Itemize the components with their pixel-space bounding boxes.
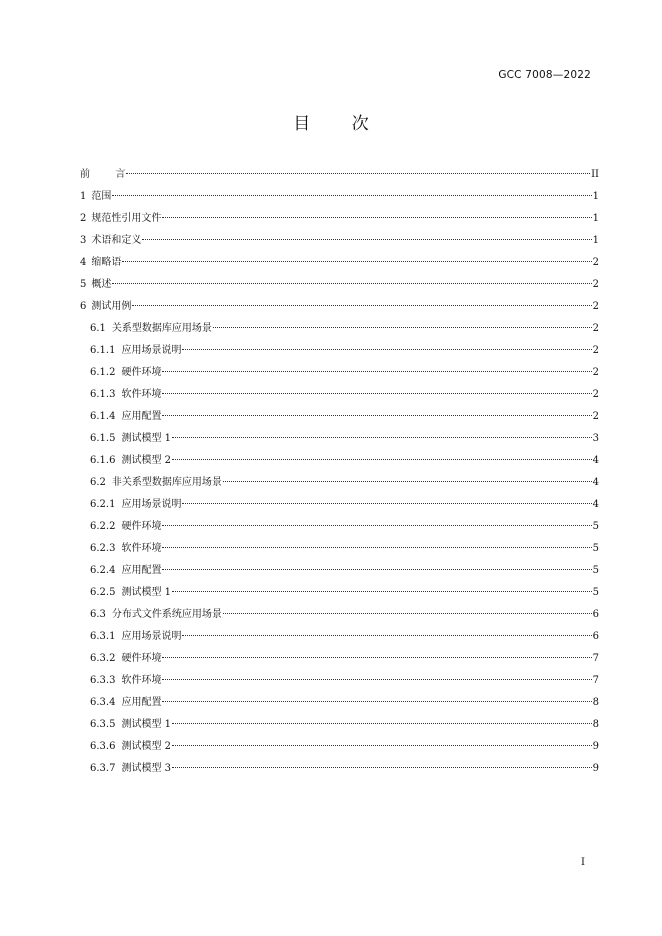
dot-leader	[126, 173, 590, 174]
toc-entry-label: 测试模型 3	[121, 763, 171, 774]
toc-entry-page: 2	[592, 345, 599, 356]
toc-entry-page: 4	[592, 477, 599, 488]
toc-entry-page: 9	[592, 741, 599, 752]
toc-entry[interactable]	[80, 736, 599, 758]
toc-entry-label: 应用配置	[121, 411, 162, 422]
dot-leader	[162, 657, 591, 658]
toc-entry-label: 测试用例	[91, 301, 132, 312]
toc-entry-label: 测试模型 1	[121, 433, 171, 444]
toc-entry-number: 6.3.1	[90, 631, 116, 642]
toc-entry-page: II	[591, 169, 599, 180]
toc-entry-page: 2	[592, 323, 599, 334]
toc-entry-number: 1	[80, 191, 87, 202]
toc-entry-page: 3	[592, 433, 599, 444]
dot-leader	[182, 635, 591, 636]
dot-leader	[162, 217, 591, 218]
toc-entry-label: 分布式文件系统应用场景	[111, 609, 222, 620]
standard-code: GCC 7008—2022	[498, 69, 591, 81]
dot-leader	[112, 195, 591, 196]
toc-entry[interactable]	[80, 582, 599, 604]
toc-entry-number: 6.2.2	[90, 521, 116, 532]
toc-entry-page: 1	[592, 213, 599, 224]
toc-entry-number: 6.1.6	[90, 455, 116, 466]
dot-leader	[172, 723, 592, 724]
dot-leader	[213, 327, 592, 328]
toc-entry[interactable]	[80, 252, 599, 274]
toc-entry-number: 6.2.3	[90, 543, 116, 554]
dot-leader	[223, 613, 592, 614]
toc-entry-number: 6.3.6	[90, 741, 116, 752]
toc-entry-number: 6.2	[90, 477, 106, 488]
toc-entry-number: 6.1.2	[90, 367, 116, 378]
toc-entry-page: 2	[592, 301, 599, 312]
dot-leader	[172, 767, 592, 768]
toc-entry-label: 非关系型数据库应用场景	[111, 477, 222, 488]
toc-entry-page: 2	[592, 257, 599, 268]
toc-entry-number: 6.1.4	[90, 411, 116, 422]
dot-leader	[162, 701, 591, 702]
toc-entry-page: 1	[592, 191, 599, 202]
toc-entry-page: 4	[592, 455, 599, 466]
toc-entry-label: 测试模型 2	[121, 741, 171, 752]
dot-leader	[162, 415, 591, 416]
toc-entry-label: 概述	[91, 279, 112, 290]
toc-entry-label: 软件环境	[121, 543, 162, 554]
dot-leader	[162, 569, 591, 570]
dot-leader	[162, 393, 591, 394]
toc-entry-page: 5	[592, 565, 599, 576]
dot-leader	[122, 261, 591, 262]
dot-leader	[172, 591, 592, 592]
toc-entry-label: 测试模型 2	[121, 455, 171, 466]
dot-leader	[112, 283, 591, 284]
toc-entry-label: 缩略语	[91, 257, 122, 268]
toc-entry-number: 6.3	[90, 609, 106, 620]
toc-entry-label: 硬件环境	[121, 521, 162, 532]
toc-entry-label: 应用配置	[121, 565, 162, 576]
toc-entry-label: 范围	[91, 191, 112, 202]
page-number: I	[581, 857, 585, 868]
toc-entry-label: 规范性引用文件	[91, 213, 162, 224]
page-title: 目 次	[293, 114, 387, 134]
toc-entry-label: 测试模型 1	[121, 719, 171, 730]
toc-entry[interactable]	[80, 296, 599, 318]
toc-entry[interactable]	[80, 230, 599, 252]
dot-leader	[132, 305, 591, 306]
toc-entry-page: 6	[592, 631, 599, 642]
dot-leader	[172, 459, 592, 460]
toc-entry-number: 6.2.5	[90, 587, 116, 598]
dot-leader	[182, 503, 591, 504]
toc-entry-label: 硬件环境	[121, 367, 162, 378]
toc-entry[interactable]	[80, 428, 599, 450]
toc-entry-number: 5	[80, 279, 87, 290]
dot-leader	[182, 349, 591, 350]
toc-entry-number: 6.1	[90, 323, 106, 334]
toc-entry-label: 应用场景说明	[121, 345, 182, 356]
toc-entry[interactable]	[80, 516, 599, 538]
toc-entry-number: 4	[80, 257, 87, 268]
toc-entry[interactable]	[80, 472, 599, 494]
dot-leader	[162, 679, 591, 680]
dot-leader	[172, 437, 592, 438]
toc-entry-label: 软件环境	[121, 675, 162, 686]
toc-entry[interactable]	[80, 384, 599, 406]
toc-entry-page: 2	[592, 367, 599, 378]
toc-entry-page: 1	[592, 235, 599, 246]
toc-entry[interactable]	[80, 318, 599, 340]
toc-entry-number: 6	[80, 301, 87, 312]
toc-entry-number: 6.3.4	[90, 697, 116, 708]
toc-entry-page: 5	[592, 587, 599, 598]
toc-entry[interactable]	[80, 626, 599, 648]
toc-entry-label: 关系型数据库应用场景	[111, 323, 212, 334]
toc-entry-page: 8	[592, 719, 599, 730]
toc-entry-number: 6.3.7	[90, 763, 116, 774]
toc-entry-page: 6	[592, 609, 599, 620]
toc-entry-number: 2	[80, 213, 87, 224]
toc-entry-number: 6.1.5	[90, 433, 116, 444]
dot-leader	[162, 547, 591, 548]
toc-entry-page: 5	[592, 543, 599, 554]
toc-entry-label: 前 言	[80, 169, 126, 180]
toc-entry-label: 测试模型 1	[121, 587, 171, 598]
dot-leader	[223, 481, 592, 482]
toc-entry-number: 6.1.3	[90, 389, 116, 400]
toc-entry-page: 9	[592, 763, 599, 774]
toc-entry[interactable]	[80, 186, 599, 208]
toc-entry-page: 8	[592, 697, 599, 708]
dot-leader	[162, 525, 591, 526]
toc-entry[interactable]	[80, 164, 599, 186]
toc-entry[interactable]	[80, 604, 599, 626]
toc-entry[interactable]	[80, 340, 599, 362]
toc-entry[interactable]	[80, 714, 599, 736]
toc-entry[interactable]	[80, 406, 599, 428]
toc-entry[interactable]	[80, 362, 599, 384]
toc-entry[interactable]	[80, 450, 599, 472]
toc-entry-number: 6.3.5	[90, 719, 116, 730]
toc-entry-label: 术语和定义	[91, 235, 142, 246]
toc-entry[interactable]	[80, 560, 599, 582]
toc-entry-page: 7	[592, 653, 599, 664]
toc-entry[interactable]	[80, 208, 599, 230]
toc-entry-label: 应用场景说明	[121, 631, 182, 642]
toc-entry[interactable]	[80, 670, 599, 692]
toc-entry[interactable]	[80, 692, 599, 714]
toc-entry-page: 7	[592, 675, 599, 686]
toc-entry-number: 6.2.1	[90, 499, 116, 510]
dot-leader	[162, 371, 591, 372]
toc-entry-number: 6.3.3	[90, 675, 116, 686]
toc-entry-page: 5	[592, 521, 599, 532]
dot-leader	[172, 745, 592, 746]
toc-entry-page: 4	[592, 499, 599, 510]
toc-entry-page: 2	[592, 279, 599, 290]
toc-entry-page: 2	[592, 411, 599, 422]
toc-entry-number: 6.3.2	[90, 653, 116, 664]
toc-entry[interactable]	[80, 494, 599, 516]
table-of-contents	[80, 164, 599, 780]
dot-leader	[142, 239, 591, 240]
toc-entry[interactable]	[80, 274, 599, 296]
toc-entry-page: 2	[592, 389, 599, 400]
toc-entry-label: 软件环境	[121, 389, 162, 400]
toc-entry-label: 应用场景说明	[121, 499, 182, 510]
toc-entry[interactable]	[80, 648, 599, 670]
toc-entry-number: 3	[80, 235, 87, 246]
toc-entry-label: 应用配置	[121, 697, 162, 708]
toc-entry-number: 6.2.4	[90, 565, 116, 576]
toc-entry-label: 硬件环境	[121, 653, 162, 664]
toc-entry[interactable]	[80, 758, 599, 780]
toc-entry-number: 6.1.1	[90, 345, 116, 356]
toc-entry[interactable]	[80, 538, 599, 560]
